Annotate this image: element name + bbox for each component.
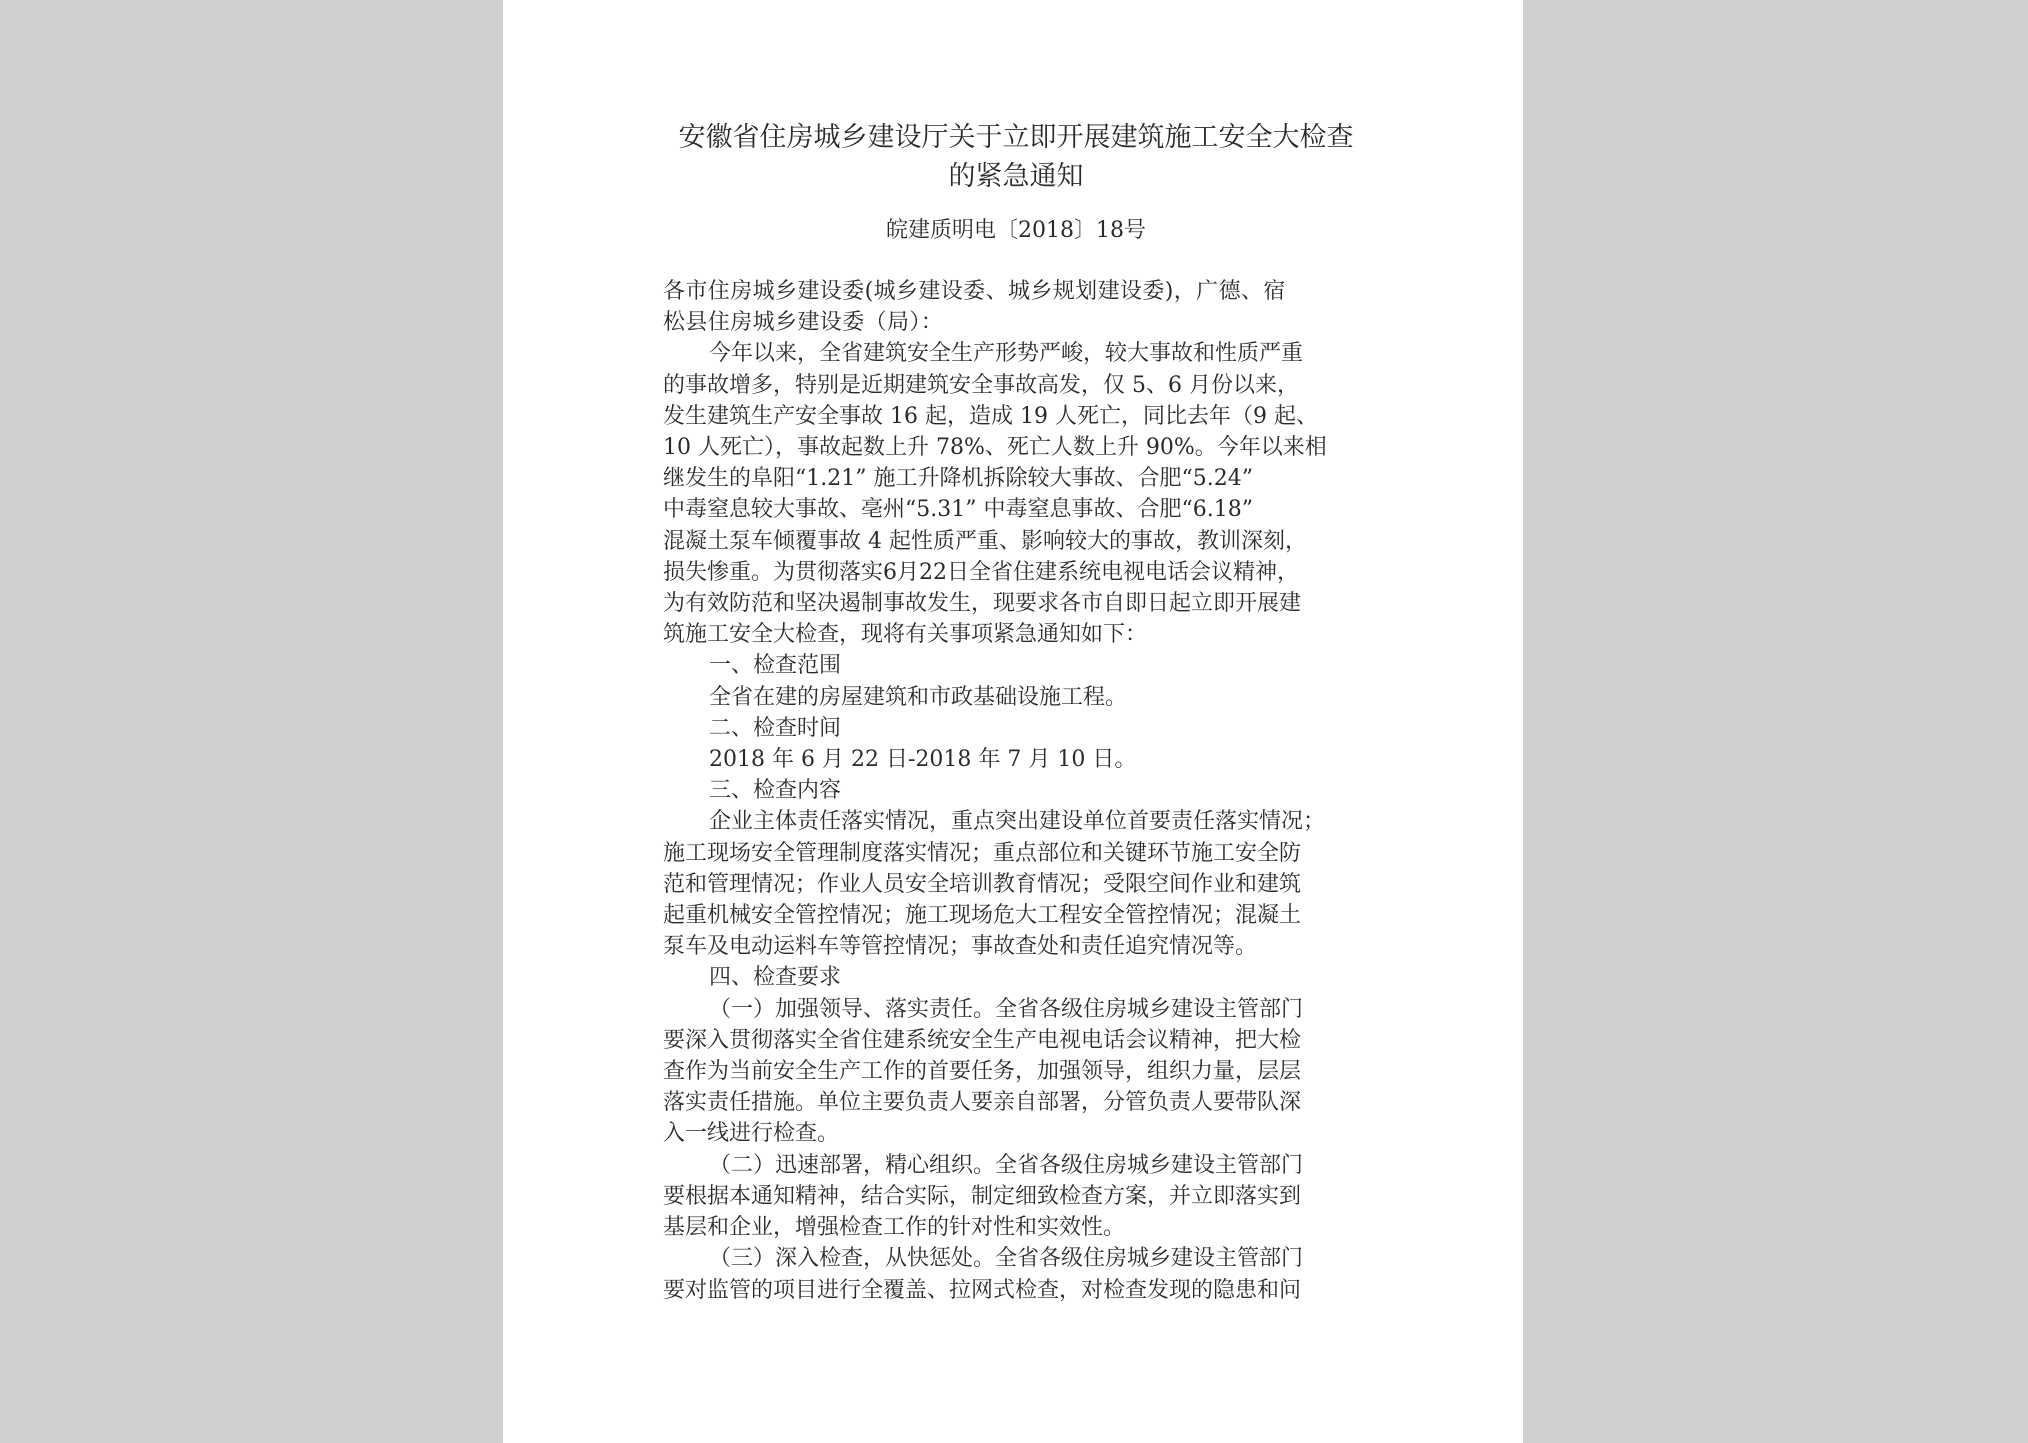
section-heading: 四、检查要求	[709, 965, 842, 991]
body-line: 范和管理情况；作业人员安全培训教育情况；受限空间作业和建筑	[663, 871, 1302, 897]
body-line: 要深入贯彻落实全省住建系统安全生产电视电话会议精神，把大检	[663, 1027, 1302, 1053]
body-line: 各市住房城乡建设委(城乡建设委、城乡规划建设委)，广德、宿	[663, 279, 1286, 304]
body-line: 的事故增多，特别是近期建筑安全事故高发，仅 5、6 月份以来，	[663, 372, 1299, 398]
body-line: （二）迅速部署，精心组织。全省各级住房城乡建设主管部门	[709, 1152, 1304, 1178]
body-line: 起重机械安全管控情况；施工现场危大工程安全管控情况；混凝土	[663, 903, 1302, 929]
body-line: 要根据本通知精神，结合实际，制定细致检查方案，并立即落实到	[663, 1183, 1302, 1209]
body-line: 落实责任措施。单位主要负责人要亲自部署，分管负责人要带队深	[663, 1090, 1302, 1116]
title-line-2: 的紧急通知	[948, 161, 1084, 192]
body-line: 基层和企业，增强检查工作的针对性和实效性。	[663, 1215, 1126, 1241]
page-content	[663, 118, 1369, 1306]
body-line: 今年以来，全省建筑安全生产形势严峻，较大事故和性质严重	[709, 341, 1304, 367]
document-title	[663, 118, 1369, 196]
body-line: 混凝土泵车倾覆事故 4 起性质严重、影响较大的事故，教训深刻，	[663, 528, 1307, 554]
body-line: 入一线进行检查。	[663, 1121, 840, 1147]
document-number: 皖建质明电〔2018〕18号	[886, 218, 1146, 243]
body-line: 全省在建的房屋建筑和市政基础设施工程。	[709, 684, 1128, 710]
body-line: 筑施工安全大检查，现将有关事项紧急通知如下：	[663, 622, 1148, 648]
document-page	[503, 0, 1523, 1443]
section-heading: 二、检查时间	[709, 715, 842, 741]
body-line: 泵车及电动运料车等管控情况；事故查处和责任追究情况等。	[663, 934, 1258, 960]
body-line: 发生建筑生产安全事故 16 起，造成 19 人死亡，同比去年（9 起、	[663, 403, 1318, 429]
section-heading: 三、检查内容	[709, 778, 842, 804]
body-line: 企业主体责任落实情况，重点突出建设单位首要责任落实情况；	[709, 809, 1326, 835]
body-line: 损失惨重。为贯彻落实6月22日全省住建系统电视电话会议精神，	[663, 559, 1299, 585]
body-line: 施工现场安全管理制度落实情况；重点部位和关键环节施工安全防	[663, 840, 1302, 866]
body-line: （一）加强领导、落实责任。全省各级住房城乡建设主管部门	[709, 996, 1304, 1022]
body-line: 要对监管的项目进行全覆盖、拉网式检查，对检查发现的隐患和问	[663, 1277, 1302, 1303]
body-line: 2018 年 6 月 22 日-2018 年 7 月 10 日。	[709, 747, 1137, 773]
body-line: 松县住房城乡建设委（局）：	[663, 310, 944, 336]
body-line: 10 人死亡），事故起数上升 78%、死亡人数上升 90%。今年以来相	[663, 435, 1327, 461]
body-line: （三）深入检查，从快惩处。全省各级住房城乡建设主管部门	[709, 1246, 1304, 1272]
title-line-1: 安徽省住房城乡建设厅关于立即开展建筑施工安全大检查	[678, 122, 1354, 153]
body-line: 中毒窒息较大事故、亳州“5.31” 中毒窒息事故、合肥“6.18”	[663, 497, 1253, 523]
body-line: 继发生的阜阳“1.21” 施工升降机拆除较大事故、合肥“5.24”	[663, 466, 1253, 492]
section-heading: 一、检查范围	[709, 653, 842, 679]
body-line: 为有效防范和坚决遏制事故发生，现要求各市自即日起立即开展建	[663, 591, 1302, 617]
document-body	[663, 276, 1369, 1306]
body-line: 查作为当前安全生产工作的首要任务，加强领导，组织力量，层层	[663, 1059, 1302, 1085]
